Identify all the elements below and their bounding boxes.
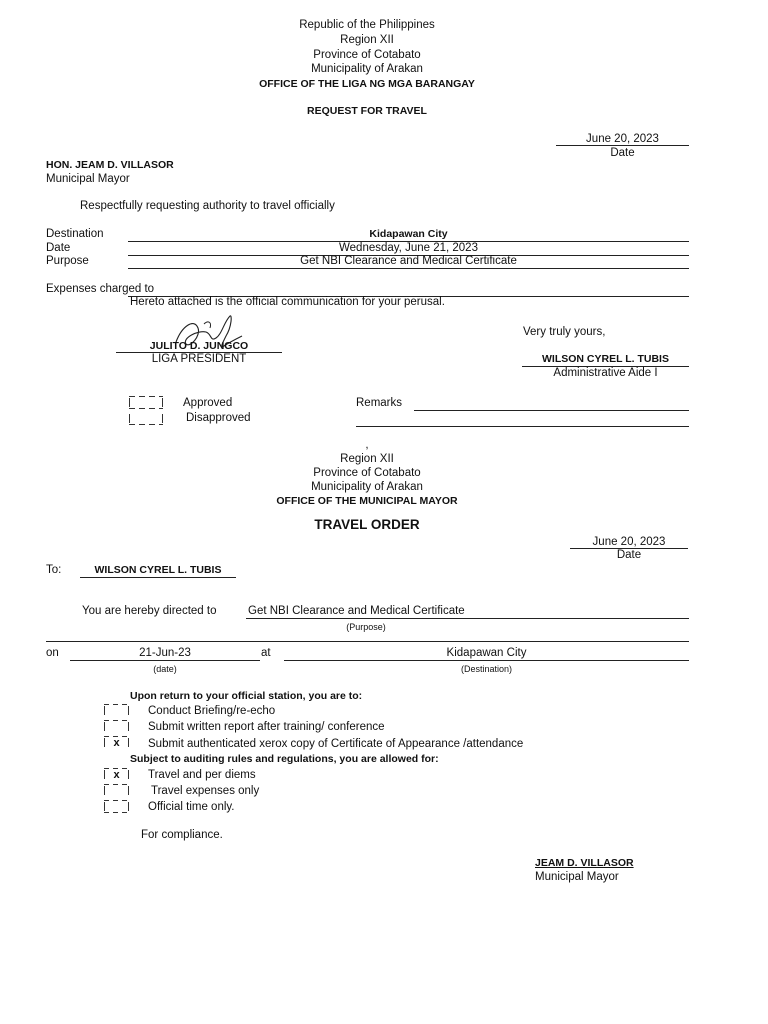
header-office: OFFICE OF THE LIGA NG MGA BARANGAY (259, 78, 475, 90)
disapproved-checkbox[interactable] (129, 412, 163, 425)
allowed-item-per-diems: Travel and per diems (148, 769, 256, 781)
signatory-name: WILSON CYREL L. TUBIS (542, 353, 669, 365)
order-purpose-line-2 (46, 641, 689, 642)
allowed-item-official-time: Official time only. (148, 801, 235, 813)
order-date-value: June 20, 2023 (592, 536, 666, 548)
header-province: Province of Cotabato (313, 49, 421, 61)
at-label: at (261, 647, 271, 659)
on-label: on (46, 647, 59, 659)
mayor-title: Municipal Mayor (535, 871, 619, 883)
remarks-line-1 (414, 410, 689, 411)
order-date-label: Date (616, 549, 642, 561)
approved-checkbox[interactable] (129, 396, 163, 409)
request-title: REQUEST FOR TRAVEL (307, 105, 427, 117)
order-header-office: OFFICE OF THE MUNICIPAL MAYOR (276, 495, 458, 507)
travel-date-value: 21-Jun-23 (139, 647, 191, 659)
to-line (80, 577, 236, 578)
order-header-municipality: Municipality of Arakan (311, 481, 423, 493)
return-item-briefing: Conduct Briefing/re-echo (148, 705, 276, 717)
return-item-report: Submit written report after training/ conference (148, 721, 385, 733)
addressee-name: HON. JEAM D. VILLASOR (46, 159, 174, 171)
purpose-caption: (Purpose) (346, 622, 386, 632)
to-name: WILSON CYREL L. TUBIS (94, 564, 222, 576)
order-destination-line (284, 660, 689, 661)
header-republic: Republic of the Philippines (299, 19, 435, 31)
purpose-line (128, 268, 689, 269)
remarks-label: Remarks (356, 397, 403, 409)
attached-note: Hereto attached is the official communication for your perusal. (130, 296, 445, 308)
allowed-checkbox-official-time[interactable] (104, 800, 138, 813)
liga-president-title: LIGA PRESIDENT (151, 353, 247, 365)
allowed-checkbox-per-diems[interactable] (104, 768, 138, 781)
to-label: To: (46, 564, 62, 576)
liga-president-name: JULITO D. JUNGCO (149, 340, 249, 352)
date-label: Date (46, 242, 71, 254)
return-mark-certificate: x (113, 737, 120, 749)
purpose-label: Purpose (46, 255, 89, 267)
header-region: Region XII (340, 34, 394, 46)
date-value: Wednesday, June 21, 2023 (339, 242, 478, 254)
date-caption: (date) (153, 664, 177, 674)
return-checkbox-certificate[interactable] (104, 736, 138, 749)
request-intro: Respectfully requesting authority to travel officially (80, 200, 335, 212)
header-municipality: Municipality of Arakan (311, 63, 423, 75)
request-date-label: Date (610, 147, 635, 159)
return-checkbox-briefing[interactable] (104, 704, 138, 717)
allowed-heading: Subject to auditing rules and regulations, you are allowed for: (130, 753, 439, 765)
approved-label: Approved (183, 397, 233, 409)
expenses-label: Expenses charged to (46, 283, 155, 295)
order-stray-comma: , (365, 439, 369, 451)
destination-label: Destination (46, 228, 104, 240)
mayor-name: JEAM D. VILLASOR (535, 857, 634, 869)
addressee-title: Municipal Mayor (46, 173, 130, 185)
return-item-certificate: Submit authenticated xerox copy of Certificate of Appearance /attendance (148, 738, 524, 750)
closing-text: Very truly yours, (523, 326, 606, 338)
order-purpose-line (246, 618, 689, 619)
destination-value: Kidapawan City (369, 228, 448, 240)
disapproved-label: Disapproved (186, 412, 251, 424)
allowed-item-expenses: Travel expenses only (151, 785, 260, 797)
signatory-title: Administrative Aide I (553, 367, 658, 379)
order-header-region: Region XII (340, 453, 394, 465)
request-date-value: June 20, 2023 (586, 133, 659, 145)
compliance-text: For compliance. (141, 829, 223, 841)
order-title: TRAVEL ORDER (314, 517, 420, 532)
return-heading: Upon return to your official station, you are to: (130, 690, 363, 702)
order-header-province: Province of Cotabato (313, 467, 421, 479)
directed-label: You are hereby directed to (82, 605, 217, 617)
travel-date-line (70, 660, 260, 661)
allowed-mark-per-diems: x (113, 769, 120, 781)
remarks-line-2 (356, 426, 689, 427)
order-purpose-value: Get NBI Clearance and Medical Certificate (248, 605, 465, 617)
order-destination-value: Kidapawan City (446, 647, 527, 659)
return-checkbox-report[interactable] (104, 720, 138, 733)
destination-caption: (Destination) (460, 664, 513, 674)
allowed-checkbox-expenses[interactable] (104, 784, 138, 797)
purpose-value: Get NBI Clearance and Medical Certificate (300, 255, 517, 267)
